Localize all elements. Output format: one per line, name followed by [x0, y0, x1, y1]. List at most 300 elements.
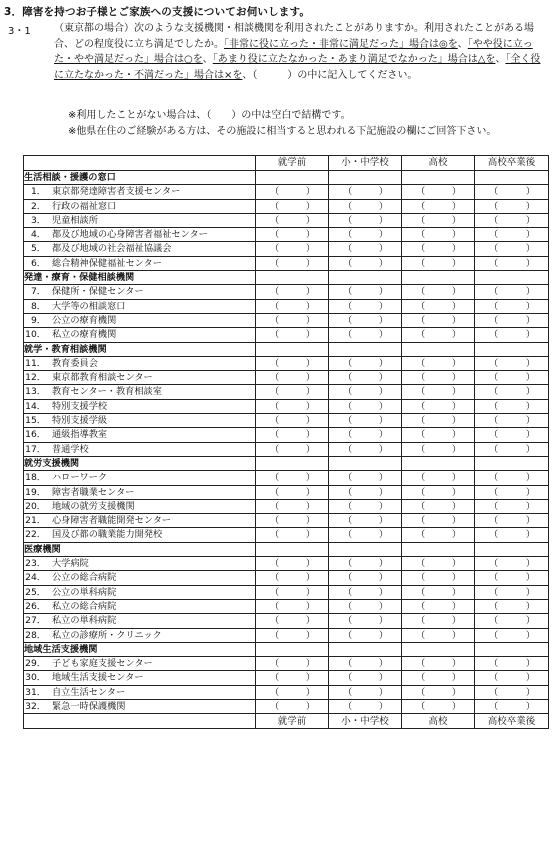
answer-cell-high-school[interactable]	[402, 528, 475, 542]
answer-parentheses[interactable]	[475, 357, 548, 370]
answer-parentheses[interactable]	[475, 400, 548, 413]
answer-parentheses[interactable]	[402, 328, 474, 341]
answer-cell-high-school[interactable]	[402, 199, 475, 213]
answer-cell-after-high-school[interactable]	[475, 471, 549, 485]
answer-parentheses[interactable]	[256, 528, 328, 541]
answer-parentheses[interactable]	[256, 486, 328, 499]
answer-parentheses[interactable]	[256, 686, 328, 699]
answer-parentheses[interactable]	[329, 200, 401, 213]
answer-cell-high-school[interactable]	[402, 657, 475, 671]
answer-parentheses[interactable]	[402, 314, 474, 327]
paren-open: （	[270, 472, 280, 484]
answer-cell-preschool[interactable]	[256, 385, 329, 399]
answer-parentheses[interactable]	[329, 586, 401, 599]
answer-cell-high-school[interactable]	[402, 557, 475, 571]
answer-cell-preschool[interactable]	[256, 528, 329, 542]
answer-cell-after-high-school[interactable]	[475, 385, 549, 399]
answer-cell-high-school[interactable]	[402, 414, 475, 428]
answer-parentheses[interactable]	[475, 185, 548, 198]
answer-parentheses[interactable]	[402, 629, 474, 642]
answer-cell-high-school[interactable]	[402, 285, 475, 299]
col-header-preschool: 就学前	[256, 156, 329, 171]
answer-cell-after-high-school[interactable]	[475, 685, 549, 699]
answer-cell-preschool[interactable]	[256, 399, 329, 413]
answer-parentheses[interactable]	[402, 214, 474, 227]
answer-cell-elementary-junior[interactable]	[329, 228, 402, 242]
answer-cell-high-school[interactable]	[402, 585, 475, 599]
answer-cell-preschool[interactable]	[256, 213, 329, 227]
answer-cell-elementary-junior[interactable]	[329, 628, 402, 642]
answer-parentheses[interactable]	[256, 428, 328, 441]
answer-parentheses[interactable]	[475, 557, 548, 570]
answer-cell-preschool[interactable]	[256, 657, 329, 671]
answer-parentheses[interactable]	[256, 371, 328, 384]
paren-open: （	[343, 700, 353, 712]
answer-parentheses[interactable]	[475, 486, 548, 499]
answer-cell-preschool[interactable]	[256, 299, 329, 313]
answer-parentheses[interactable]	[402, 357, 474, 370]
answer-cell-after-high-school[interactable]	[475, 442, 549, 456]
answer-parentheses[interactable]	[256, 185, 328, 198]
answer-cell-high-school[interactable]	[402, 256, 475, 270]
answer-cell-after-high-school[interactable]	[475, 399, 549, 413]
answer-cell-preschool[interactable]	[256, 514, 329, 528]
answer-parentheses[interactable]	[475, 242, 548, 255]
answer-parentheses[interactable]	[402, 586, 474, 599]
answer-parentheses[interactable]	[256, 314, 328, 327]
table-row	[24, 614, 549, 628]
answer-cell-elementary-junior[interactable]	[329, 414, 402, 428]
answer-cell-preschool[interactable]	[256, 313, 329, 327]
answer-parentheses[interactable]	[475, 700, 548, 713]
category-blank-cell	[329, 171, 402, 185]
col-footer-elementary-junior: 小・中学校	[329, 714, 402, 729]
answer-parentheses[interactable]	[475, 257, 548, 270]
category-blank-cell	[402, 271, 475, 285]
answer-cell-preschool[interactable]	[256, 285, 329, 299]
answer-parentheses[interactable]	[329, 657, 401, 670]
answer-parentheses[interactable]	[256, 228, 328, 241]
answer-parentheses[interactable]	[402, 657, 474, 670]
answer-parentheses[interactable]	[475, 371, 548, 384]
answer-parentheses[interactable]	[256, 500, 328, 513]
answer-parentheses[interactable]	[256, 400, 328, 413]
answer-cell-after-high-school[interactable]	[475, 228, 549, 242]
item-number: 1．	[30, 186, 46, 198]
paren-open: （	[343, 300, 353, 312]
answer-parentheses[interactable]	[402, 257, 474, 270]
answer-parentheses[interactable]	[475, 228, 548, 241]
paren-open: （	[489, 529, 499, 541]
category-blank-cell	[475, 642, 549, 656]
answer-parentheses[interactable]	[329, 385, 401, 398]
paren-open: （	[343, 472, 353, 484]
answer-cell-elementary-junior[interactable]	[329, 657, 402, 671]
table-row	[24, 399, 549, 413]
answer-cell-elementary-junior[interactable]	[329, 199, 402, 213]
answer-parentheses[interactable]	[329, 571, 401, 584]
answer-cell-high-school[interactable]	[402, 614, 475, 628]
answer-cell-high-school[interactable]	[402, 428, 475, 442]
answer-cell-preschool[interactable]	[256, 671, 329, 685]
answer-parentheses[interactable]	[256, 242, 328, 255]
answer-cell-elementary-junior[interactable]	[329, 185, 402, 199]
answer-cell-elementary-junior[interactable]	[329, 313, 402, 327]
answer-cell-after-high-school[interactable]	[475, 485, 549, 499]
answer-cell-high-school[interactable]	[402, 599, 475, 613]
answer-parentheses[interactable]	[256, 586, 328, 599]
paren-open: （	[489, 700, 499, 712]
paren-open: （	[270, 329, 280, 341]
answer-parentheses[interactable]	[329, 357, 401, 370]
answer-parentheses[interactable]	[475, 600, 548, 613]
answer-cell-elementary-junior[interactable]	[329, 328, 402, 342]
answer-parentheses[interactable]	[329, 414, 401, 427]
answer-cell-high-school[interactable]	[402, 571, 475, 585]
answer-cell-high-school[interactable]	[402, 328, 475, 342]
answer-cell-preschool[interactable]	[256, 428, 329, 442]
answer-parentheses[interactable]	[475, 586, 548, 599]
answer-parentheses[interactable]	[402, 414, 474, 427]
answer-cell-preschool[interactable]	[256, 228, 329, 242]
answer-cell-after-high-school[interactable]	[475, 185, 549, 199]
answer-cell-high-school[interactable]	[402, 514, 475, 528]
answer-cell-preschool[interactable]	[256, 256, 329, 270]
answer-cell-preschool[interactable]	[256, 199, 329, 213]
answer-cell-preschool[interactable]	[256, 599, 329, 613]
answer-cell-after-high-school[interactable]	[475, 628, 549, 642]
answer-cell-preschool[interactable]	[256, 585, 329, 599]
answer-parentheses[interactable]	[475, 686, 548, 699]
answer-cell-elementary-junior[interactable]	[329, 442, 402, 456]
answer-cell-preschool[interactable]	[256, 371, 329, 385]
answer-parentheses[interactable]	[256, 214, 328, 227]
answer-parentheses[interactable]	[475, 328, 548, 341]
answer-parentheses[interactable]	[475, 414, 548, 427]
answer-parentheses[interactable]	[329, 257, 401, 270]
answer-parentheses[interactable]	[329, 214, 401, 227]
paren-close: ）	[378, 243, 388, 255]
answer-cell-high-school[interactable]	[402, 228, 475, 242]
answer-cell-preschool[interactable]	[256, 485, 329, 499]
answer-parentheses[interactable]	[475, 629, 548, 642]
answer-cell-elementary-junior[interactable]	[329, 699, 402, 713]
answer-parentheses[interactable]	[402, 200, 474, 213]
answer-parentheses[interactable]	[329, 328, 401, 341]
answer-parentheses[interactable]	[402, 471, 474, 484]
answer-parentheses[interactable]	[402, 228, 474, 241]
paren-close: ）	[378, 400, 388, 412]
answer-parentheses[interactable]	[402, 500, 474, 513]
paren-open: （	[416, 558, 426, 570]
paren-open: （	[416, 586, 426, 598]
paren-open: （	[489, 300, 499, 312]
answer-cell-high-school[interactable]	[402, 399, 475, 413]
answer-cell-high-school[interactable]	[402, 213, 475, 227]
answer-parentheses[interactable]	[402, 671, 474, 684]
answer-cell-elementary-junior[interactable]	[329, 599, 402, 613]
answer-cell-after-high-school[interactable]	[475, 699, 549, 713]
answer-cell-elementary-junior[interactable]	[329, 499, 402, 513]
table-row	[24, 699, 549, 713]
answer-parentheses[interactable]	[329, 285, 401, 298]
answer-cell-after-high-school[interactable]	[475, 571, 549, 585]
paren-close: ）	[451, 572, 461, 584]
answer-parentheses[interactable]	[329, 443, 401, 456]
answer-cell-high-school[interactable]	[402, 471, 475, 485]
answer-parentheses[interactable]	[475, 200, 548, 213]
answer-cell-elementary-junior[interactable]	[329, 557, 402, 571]
answer-cell-elementary-junior[interactable]	[329, 485, 402, 499]
answer-parentheses[interactable]	[329, 700, 401, 713]
answer-cell-high-school[interactable]	[402, 185, 475, 199]
answer-cell-preschool[interactable]	[256, 699, 329, 713]
answer-cell-preschool[interactable]	[256, 557, 329, 571]
question-number: 3・1	[8, 26, 31, 37]
paren-open: （	[489, 615, 499, 627]
answer-parentheses[interactable]	[329, 371, 401, 384]
answer-parentheses[interactable]	[402, 614, 474, 627]
paren-open: （	[270, 600, 280, 612]
answer-parentheses[interactable]	[329, 185, 401, 198]
answer-cell-elementary-junior[interactable]	[329, 471, 402, 485]
answer-parentheses[interactable]	[256, 600, 328, 613]
paren-open: （	[270, 686, 280, 698]
answer-parentheses[interactable]	[329, 557, 401, 570]
answer-parentheses[interactable]	[256, 200, 328, 213]
answer-parentheses[interactable]	[402, 528, 474, 541]
paren-close: ）	[451, 372, 461, 384]
answer-parentheses[interactable]	[329, 500, 401, 513]
answer-cell-elementary-junior[interactable]	[329, 256, 402, 270]
answer-parentheses[interactable]	[475, 300, 548, 313]
answer-parentheses[interactable]	[475, 500, 548, 513]
answer-cell-elementary-junior[interactable]	[329, 528, 402, 542]
answer-cell-after-high-school[interactable]	[475, 499, 549, 513]
answer-cell-after-high-school[interactable]	[475, 285, 549, 299]
answer-cell-after-high-school[interactable]	[475, 585, 549, 599]
answer-cell-high-school[interactable]	[402, 356, 475, 370]
answer-cell-after-high-school[interactable]	[475, 242, 549, 256]
answer-parentheses[interactable]	[475, 671, 548, 684]
answer-parentheses[interactable]	[329, 514, 401, 527]
paren-close: ）	[378, 200, 388, 212]
answer-parentheses[interactable]	[329, 600, 401, 613]
answer-parentheses[interactable]	[475, 528, 548, 541]
answer-parentheses[interactable]	[475, 285, 548, 298]
answer-parentheses[interactable]	[475, 571, 548, 584]
answer-parentheses[interactable]	[402, 557, 474, 570]
answer-parentheses[interactable]	[256, 357, 328, 370]
answer-cell-after-high-school[interactable]	[475, 428, 549, 442]
answer-cell-after-high-school[interactable]	[475, 557, 549, 571]
category-row	[24, 642, 549, 656]
answer-cell-elementary-junior[interactable]	[329, 428, 402, 442]
answer-parentheses[interactable]	[256, 614, 328, 627]
answer-parentheses[interactable]	[329, 314, 401, 327]
answer-cell-preschool[interactable]	[256, 614, 329, 628]
answer-cell-after-high-school[interactable]	[475, 657, 549, 671]
answer-parentheses[interactable]	[329, 528, 401, 541]
table-row	[24, 585, 549, 599]
institution-label	[24, 514, 256, 528]
answer-parentheses[interactable]	[402, 486, 474, 499]
paren-close: ）	[378, 386, 388, 398]
answer-parentheses[interactable]	[329, 614, 401, 627]
answer-parentheses[interactable]	[402, 371, 474, 384]
institution-label	[24, 399, 256, 413]
answer-parentheses[interactable]	[329, 300, 401, 313]
answer-cell-elementary-junior[interactable]	[329, 614, 402, 628]
answer-parentheses[interactable]	[256, 285, 328, 298]
table-row	[24, 628, 549, 642]
answer-parentheses[interactable]	[475, 314, 548, 327]
answer-cell-high-school[interactable]	[402, 299, 475, 313]
answer-parentheses[interactable]	[329, 428, 401, 441]
answer-cell-after-high-school[interactable]	[475, 256, 549, 270]
answer-cell-preschool[interactable]	[256, 328, 329, 342]
answer-cell-high-school[interactable]	[402, 442, 475, 456]
answer-cell-elementary-junior[interactable]	[329, 671, 402, 685]
answer-cell-elementary-junior[interactable]	[329, 285, 402, 299]
answer-parentheses[interactable]	[329, 486, 401, 499]
answer-parentheses[interactable]	[256, 471, 328, 484]
answer-parentheses[interactable]	[256, 328, 328, 341]
answer-parentheses[interactable]	[256, 514, 328, 527]
answer-parentheses[interactable]	[256, 671, 328, 684]
answer-parentheses[interactable]	[475, 614, 548, 627]
answer-parentheses[interactable]	[402, 428, 474, 441]
answer-parentheses[interactable]	[329, 629, 401, 642]
answer-parentheses[interactable]	[402, 571, 474, 584]
answer-parentheses[interactable]	[475, 471, 548, 484]
answer-cell-preschool[interactable]	[256, 442, 329, 456]
answer-cell-high-school[interactable]	[402, 671, 475, 685]
answer-parentheses[interactable]	[256, 629, 328, 642]
answer-parentheses[interactable]	[256, 414, 328, 427]
answer-cell-elementary-junior[interactable]	[329, 371, 402, 385]
answer-parentheses[interactable]	[402, 242, 474, 255]
paren-open: （	[343, 200, 353, 212]
answer-parentheses[interactable]	[402, 300, 474, 313]
answer-cell-elementary-junior[interactable]	[329, 356, 402, 370]
answer-parentheses[interactable]	[329, 686, 401, 699]
answer-cell-preschool[interactable]	[256, 685, 329, 699]
answer-cell-after-high-school[interactable]	[475, 528, 549, 542]
answer-parentheses[interactable]	[329, 471, 401, 484]
category-row	[24, 171, 549, 185]
answer-parentheses[interactable]	[475, 385, 548, 398]
paren-close: ）	[525, 300, 535, 312]
answer-cell-preschool[interactable]	[256, 242, 329, 256]
answer-cell-elementary-junior[interactable]	[329, 385, 402, 399]
answer-cell-after-high-school[interactable]	[475, 671, 549, 685]
answer-cell-preschool[interactable]	[256, 628, 329, 642]
answer-parentheses[interactable]	[256, 300, 328, 313]
answer-parentheses[interactable]	[475, 657, 548, 670]
answer-cell-elementary-junior[interactable]	[329, 242, 402, 256]
answer-cell-after-high-school[interactable]	[475, 371, 549, 385]
answer-cell-preschool[interactable]	[256, 571, 329, 585]
answer-parentheses[interactable]	[402, 600, 474, 613]
answer-parentheses[interactable]	[329, 228, 401, 241]
answer-cell-after-high-school[interactable]	[475, 614, 549, 628]
answer-cell-elementary-junior[interactable]	[329, 399, 402, 413]
answer-parentheses[interactable]	[475, 514, 548, 527]
answer-parentheses[interactable]	[475, 443, 548, 456]
answer-cell-preschool[interactable]	[256, 414, 329, 428]
answer-parentheses[interactable]	[402, 686, 474, 699]
section-heading: 3．障害を持つお子様とご家族への支援についてお伺いします。	[4, 6, 311, 18]
answer-cell-elementary-junior[interactable]	[329, 585, 402, 599]
answer-cell-after-high-school[interactable]	[475, 599, 549, 613]
answer-parentheses[interactable]	[475, 214, 548, 227]
paren-open: （	[416, 472, 426, 484]
answer-cell-preschool[interactable]	[256, 356, 329, 370]
answer-parentheses[interactable]	[475, 428, 548, 441]
answer-parentheses[interactable]	[329, 400, 401, 413]
paren-close: ）	[451, 329, 461, 341]
answer-parentheses[interactable]	[402, 700, 474, 713]
answer-parentheses[interactable]	[402, 514, 474, 527]
answer-parentheses[interactable]	[329, 671, 401, 684]
table-row	[24, 685, 549, 699]
answer-cell-elementary-junior[interactable]	[329, 213, 402, 227]
answer-cell-high-school[interactable]	[402, 371, 475, 385]
paren-close: ）	[451, 443, 461, 455]
answer-cell-after-high-school[interactable]	[475, 199, 549, 213]
answer-cell-high-school[interactable]	[402, 313, 475, 327]
answer-cell-preschool[interactable]	[256, 185, 329, 199]
answer-parentheses[interactable]	[256, 557, 328, 570]
answer-parentheses[interactable]	[256, 700, 328, 713]
answer-cell-elementary-junior[interactable]	[329, 299, 402, 313]
answer-parentheses[interactable]	[256, 257, 328, 270]
answer-parentheses[interactable]	[402, 443, 474, 456]
answer-cell-preschool[interactable]	[256, 499, 329, 513]
answer-cell-after-high-school[interactable]	[475, 313, 549, 327]
answer-cell-after-high-school[interactable]	[475, 328, 549, 342]
answer-parentheses[interactable]	[256, 443, 328, 456]
answer-parentheses[interactable]	[256, 571, 328, 584]
answer-cell-high-school[interactable]	[402, 699, 475, 713]
answer-parentheses[interactable]	[256, 657, 328, 670]
answer-cell-high-school[interactable]	[402, 685, 475, 699]
answer-cell-high-school[interactable]	[402, 628, 475, 642]
answer-cell-preschool[interactable]	[256, 471, 329, 485]
answer-cell-after-high-school[interactable]	[475, 514, 549, 528]
answer-parentheses[interactable]	[402, 185, 474, 198]
answer-parentheses[interactable]	[329, 242, 401, 255]
paren-open: （	[489, 372, 499, 384]
answer-cell-after-high-school[interactable]	[475, 414, 549, 428]
answer-cell-after-high-school[interactable]	[475, 356, 549, 370]
answer-cell-elementary-junior[interactable]	[329, 685, 402, 699]
answer-cell-high-school[interactable]	[402, 485, 475, 499]
answer-cell-after-high-school[interactable]	[475, 299, 549, 313]
answer-cell-high-school[interactable]	[402, 385, 475, 399]
answer-cell-high-school[interactable]	[402, 242, 475, 256]
answer-parentheses[interactable]	[402, 400, 474, 413]
answer-parentheses[interactable]	[402, 285, 474, 298]
answer-parentheses[interactable]	[256, 385, 328, 398]
answer-cell-elementary-junior[interactable]	[329, 514, 402, 528]
answer-cell-elementary-junior[interactable]	[329, 571, 402, 585]
paren-open: （	[489, 200, 499, 212]
answer-cell-high-school[interactable]	[402, 499, 475, 513]
answer-cell-after-high-school[interactable]	[475, 213, 549, 227]
answer-parentheses[interactable]	[402, 385, 474, 398]
